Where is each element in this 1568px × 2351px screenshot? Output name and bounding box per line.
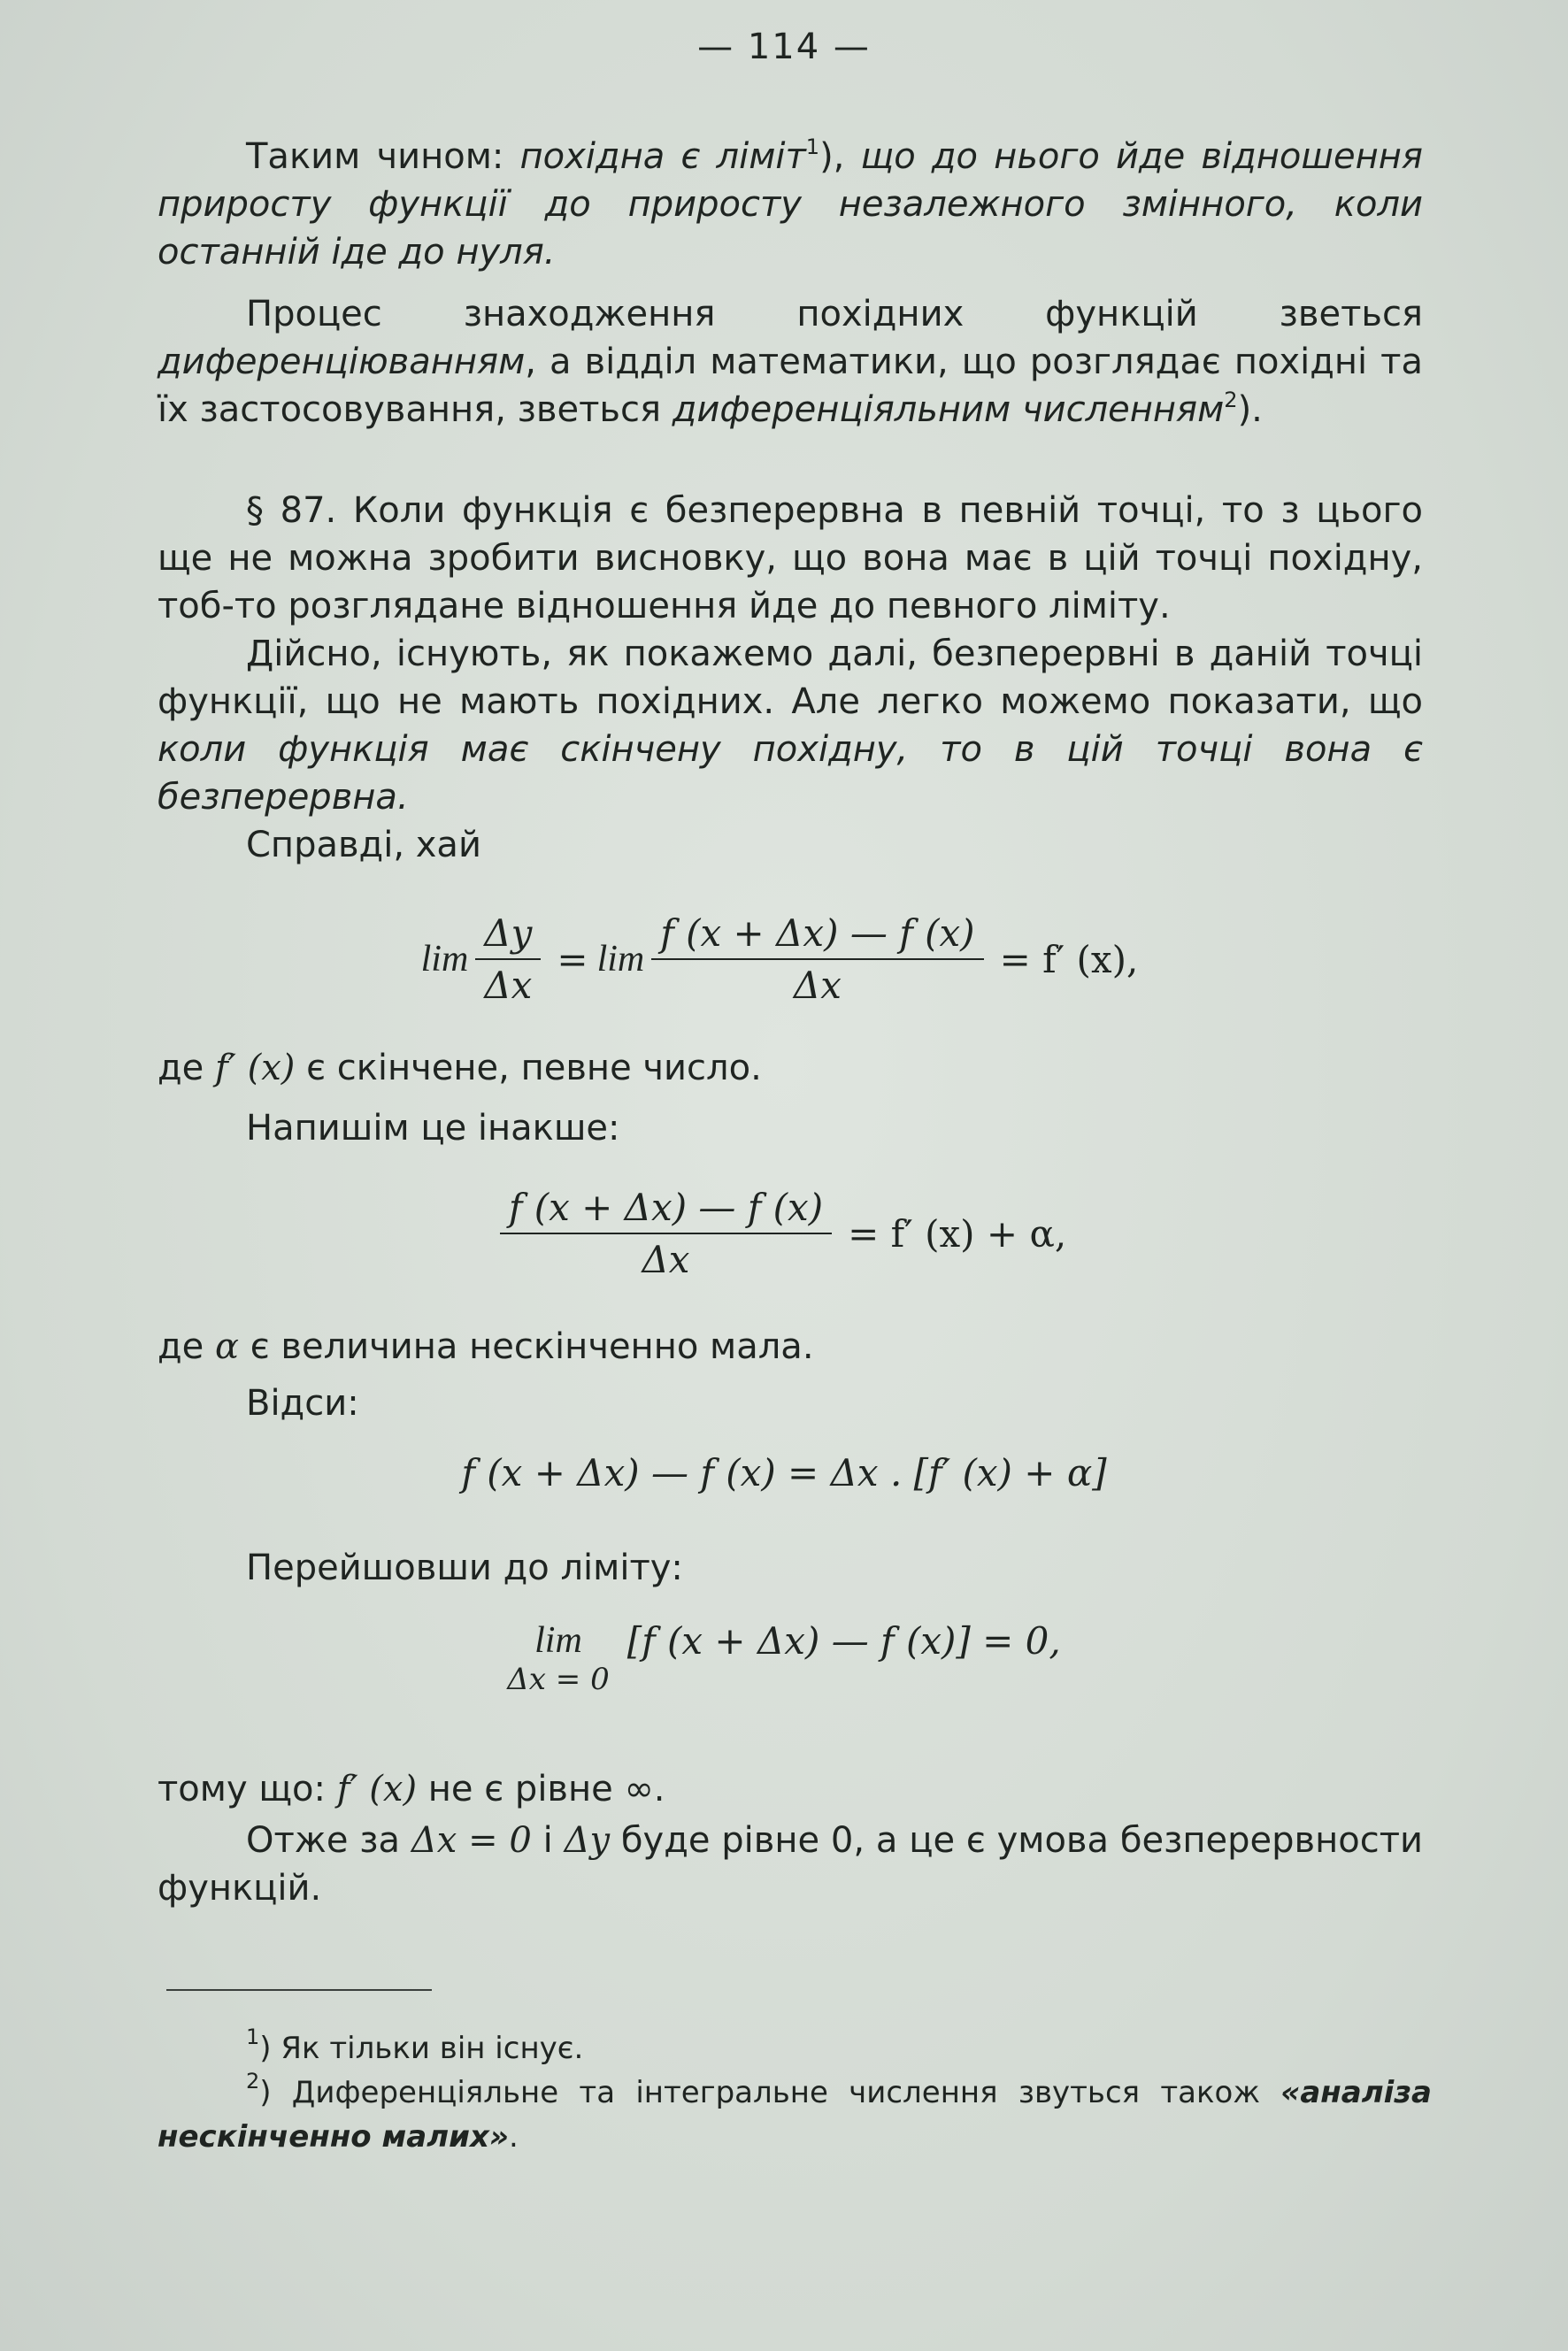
math-run: f′ (x) [336, 1769, 418, 1809]
footnote-mark: 1 [246, 2024, 260, 2049]
paragraph-alpha [158, 1323, 1423, 1371]
text-run: тому що: [158, 1769, 337, 1809]
fraction-difference-quotient [500, 1186, 832, 1281]
italic-run: «аналіза нескінченно малих» [158, 2075, 1432, 2155]
paragraph-indeed-let: Справді, хай [246, 825, 481, 865]
paragraph-conclusion [158, 1817, 1423, 1912]
paragraph-rewrite: Напишім це інакше: [246, 1108, 620, 1149]
main-text-5 [158, 1765, 1423, 1912]
math-run: Δx = 0 [411, 1820, 532, 1861]
footnote-ref-2: 2 [1224, 388, 1238, 412]
paragraph-because [158, 1765, 1423, 1813]
page-number: — 114 — [697, 27, 871, 67]
text-run: не є рівне ∞. [417, 1769, 665, 1809]
limit-body: [f (x + Δx) — f (x)] = 0, [626, 1618, 1061, 1663]
footnote-2 [158, 2071, 1432, 2159]
text-run: Отже за [246, 1820, 411, 1861]
italic-run: диференціюванням [158, 342, 526, 382]
paragraph-hence: Відси: [246, 1383, 359, 1424]
equation-1 [0, 911, 1568, 1007]
italic-run: похідна є ліміт [519, 136, 806, 177]
italic-run: диференціяльним численням [672, 389, 1225, 430]
limit-subscript: Δx = 0 [507, 1662, 610, 1697]
main-text-4 [158, 1544, 1423, 1592]
denominator: Δx [642, 1238, 690, 1281]
fraction-dy-dx [475, 911, 541, 1007]
text-run: ), [819, 136, 861, 177]
italic-run: що до нього йде відношення приросту функції до приросту незалежного змінного, коли останній іде до нуля. [158, 136, 1423, 273]
main-text-3 [158, 1323, 1423, 1427]
fraction-difference-quotient [651, 911, 983, 1007]
math-run: α [214, 1326, 239, 1367]
limit-operator [507, 1619, 609, 1697]
text-run: буде рівне 0, а це є умова безперервности функцій. [158, 1820, 1424, 1909]
paragraph-definition [158, 133, 1423, 276]
text-run: Таким чином: [246, 136, 520, 177]
equation-increment: f (x + Δx) — f (x) = Δx . [f′ (x) + α] [461, 1451, 1107, 1494]
equation-4 [0, 1619, 1568, 1697]
math-run: Δy [564, 1820, 611, 1861]
numerator: f (x + Δx) — f (x) [651, 911, 983, 960]
main-text [158, 133, 1423, 869]
lim-label: lim [596, 939, 645, 980]
footnote-mark: 2 [246, 2069, 260, 2094]
paragraph-section-87: § 87. Коли функція є безперервна в певній точці, то з цього ще не можна зробити висновку, що вона має в цій точці похідну, тоб-то розглядане відношення йде до певного ліміту. [158, 490, 1423, 626]
denominator: Δx [793, 964, 842, 1007]
text-run: де [158, 1048, 215, 1088]
text-run: , а відділ математики, що розглядає похідні та їх застосовування, зветься [158, 342, 1423, 430]
text-run: ). [1237, 389, 1263, 430]
footnote-ref-1: 1 [805, 134, 820, 159]
italic-run: коли функція має скінчену похідну, то в цій точці вона є безперервна. [158, 729, 1423, 818]
text-run: є величина нескінченно мала. [239, 1326, 814, 1367]
footnote-text: ) Диференціяльне та інтегральне числення звуться також [259, 2075, 1281, 2110]
text-run: і [531, 1820, 565, 1861]
text-run: є скінчене, певне число. [295, 1048, 762, 1088]
math-run: f′ (x) [214, 1048, 296, 1088]
equals-sign: = [557, 937, 588, 981]
footnote-1 [158, 2026, 1432, 2071]
footnote-text: . [509, 2119, 519, 2155]
denominator: Δx [484, 964, 533, 1007]
text-run: де [158, 1326, 215, 1367]
numerator: f (x + Δx) — f (x) [500, 1186, 832, 1234]
paragraph-passing-to-limit: Перейшовши до ліміту: [246, 1548, 683, 1588]
equation-rhs: = f′ (x), [999, 937, 1139, 981]
main-text-2 [158, 1044, 1423, 1152]
numerator: Δy [475, 911, 541, 960]
paragraph-where-f-prime [158, 1044, 1423, 1092]
text-run: Процес знаходження похідних функцій зветься [246, 294, 1423, 334]
paragraph-differentiation [158, 290, 1423, 434]
equation-3 [0, 1451, 1568, 1494]
lim-label: lim [534, 1620, 582, 1661]
text-run: Дійсно, існують, як покажемо далі, безперервні в даній точці функції, що не мають похідних. Але легко можемо показати, що [158, 634, 1423, 722]
paragraph-indeed [158, 630, 1423, 821]
footnote-text: ) Як тільки він існує. [259, 2031, 584, 2066]
lim-label: lim [420, 939, 469, 980]
footnotes [158, 2026, 1432, 2159]
equation-rhs: = f′ (x) + α, [848, 1211, 1067, 1256]
equation-2 [0, 1186, 1568, 1281]
footnote-divider [166, 1989, 432, 1991]
